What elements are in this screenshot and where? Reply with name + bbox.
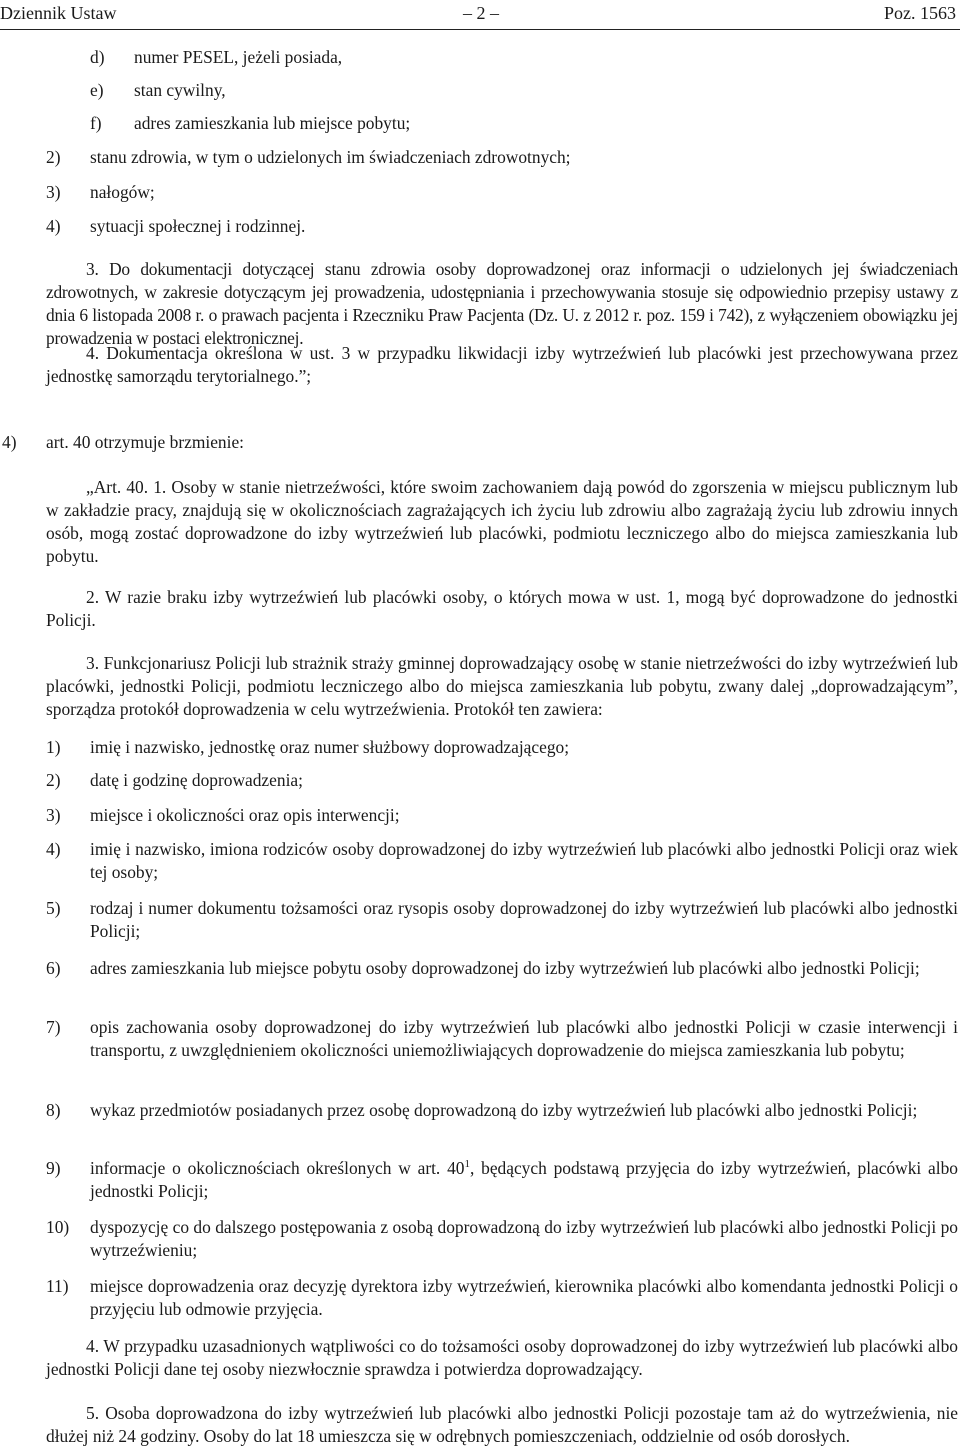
article-40-paragraph-1: „Art. 40. 1. Osoby w stanie nietrzeźwości, które swoim zachowaniem dają powód do zgorszenia w miejscu publicznym lub w zakładzie pracy, znajdują się w okolicznościach zagrażających ich życiu lub zdrowiu albo zagrażają życiu lub zdrowiu innych osób, mogą zostać doprowadzone do izby wytrzeźwień lub placówki, podmiotu leczniczego albo do miejsca zamieszkania lub pobytu. [46, 477, 958, 566]
item-label: 6) [46, 958, 61, 978]
item-label: 4) [46, 839, 61, 859]
item-text: datę i godzinę doprowadzenia; [90, 770, 303, 790]
item-text: wykaz przedmiotów posiadanych przez osobę doprowadzoną do izby wytrzeźwień lub placówki albo jednostki Policji; [90, 1100, 918, 1120]
item-label: e) [90, 80, 104, 100]
item-text-part: informacje o okolicznościach określonych w art. 40 [90, 1158, 465, 1178]
item-text: art. 40 otrzymuje brzmienie: [46, 432, 244, 452]
article-40-paragraph-3: 3. Funkcjonariusz Policji lub strażnik straży gminnej doprowadzający osobę w stanie nietrzeźwości do izby wytrzeźwień lub placówki, jednostki Policji, podmiotu leczniczego albo do miejsca zamieszkania lub pobytu, zwany dalej „doprowadzającym”, sporządza protokół doprowadzenia w celu wytrzeźwienia. Protokół ten zawiera: [46, 653, 958, 719]
item-label: 11) [46, 1276, 69, 1296]
item-label: d) [90, 47, 105, 67]
item-text: opis zachowania osoby doprowadzonej do izby wytrzeźwień lub placówki albo jednostki Policji w czasie interwencji i transportu, z uwzględnieniem okoliczności uniemożliwiających doprowadzenie do miejsca zamieszkania lub pobytu; [90, 1017, 958, 1060]
journal-title: Dziennik Ustaw [0, 3, 117, 23]
item-text: miejsce doprowadzenia oraz decyzję dyrektora izby wytrzeźwień, kierownika placówki albo komendanta jednostki Policji o przyjęciu lub odmowie przyjęcia. [90, 1276, 958, 1319]
item-text: sytuacji społecznej i rodzinnej. [90, 216, 306, 236]
item-label: 7) [46, 1017, 61, 1037]
item-text [90, 1157, 958, 1203]
item-label: f) [90, 113, 102, 133]
item-text: stan cywilny, [134, 80, 226, 100]
superscript: 1 [464, 1158, 470, 1171]
item-label: 5) [46, 898, 61, 918]
paragraph-4: 4. Dokumentacja określona w ust. 3 w przypadku likwidacji izby wytrzeźwień lub placówki jest przechowywana przez jednostkę samorządu terytorialnego.”; [46, 343, 958, 386]
page-header [0, 0, 960, 30]
item-label: 2) [46, 770, 61, 790]
item-text: adres zamieszkania lub miejsce pobytu osoby doprowadzonej do izby wytrzeźwień lub placówki albo jednostki Policji; [90, 958, 920, 978]
article-40-paragraph-5: 5. Osoba doprowadzona do izby wytrzeźwień lub placówki albo jednostki Policji pozostaje tam aż do wytrzeźwienia, nie dłużej niż 24 godziny. Osoby do lat 18 umieszcza się w odrębnych pomieszczeniach, oddzielnie od osób dorosłych. [46, 1403, 958, 1446]
header-divider [0, 29, 960, 30]
item-text: nałogów; [90, 182, 155, 202]
item-label: 3) [46, 182, 61, 202]
item-label: 10) [46, 1217, 70, 1237]
item-label: 1) [46, 737, 61, 757]
item-text: stanu zdrowia, w tym o udzielonych im świadczeniach zdrowotnych; [90, 147, 571, 167]
item-label: 9) [46, 1158, 61, 1178]
item-text: imię i nazwisko, jednostkę oraz numer służbowy doprowadzającego; [90, 737, 570, 757]
position-number: Poz. 1563 [884, 3, 956, 23]
item-label: 4) [2, 432, 17, 452]
item-text: numer PESEL, jeżeli posiada, [134, 47, 343, 67]
item-text-part: , będących podstawą przyjęcia do izby wytrzeźwień, placówki albo jednostki Policji; [90, 1158, 958, 1201]
item-label: 3) [46, 805, 61, 825]
item-text: dyspozycję co do dalszego postępowania z osobą doprowadzoną do izby wytrzeźwień lub placówki albo jednostki Policji po wytrzeźwieniu; [90, 1217, 958, 1260]
article-40-paragraph-4: 4. W przypadku uzasadnionych wątpliwości co do tożsamości osoby doprowadzonej do izby wytrzeźwień lub placówki albo jednostki Policji dane tej osoby niezwłocznie sprawdza i potwierdza doprowadzający. [46, 1336, 958, 1379]
item-label: 8) [46, 1100, 61, 1120]
page-number: – 2 – [463, 3, 499, 23]
item-text: rodzaj i numer dokumentu tożsamości oraz rysopis osoby doprowadzonej do izby wytrzeźwień lub placówki albo jednostki Policji; [90, 898, 958, 941]
article-40-paragraph-2: 2. W razie braku izby wytrzeźwień lub placówki osoby, o których mowa w ust. 1, mogą być doprowadzone do jednostki Policji. [46, 587, 958, 630]
item-text: adres zamieszkania lub miejsce pobytu; [134, 113, 411, 133]
paragraph-3: 3. Do dokumentacji dotyczącej stanu zdrowia osoby doprowadzonej oraz informacji o udzielonych jej świadczeniach zdrowotnych, w zakresie dotyczącym jej prowadzenia, udostępniania i przechowywania stosuje się odpowiednio przepisy ustawy z dnia 6 listopada 2008 r. o prawach pacjenta i Rzeczniku Praw Pacjenta (Dz. U. z 2012 r. poz. 159 i 742), z wyłączeniem obowiązku jej prowadzenia w postaci elektronicznej. [46, 259, 958, 348]
item-text: miejsce i okoliczności oraz opis interwencji; [90, 805, 400, 825]
item-label: 4) [46, 216, 61, 236]
item-text: imię i nazwisko, imiona rodziców osoby doprowadzonej do izby wytrzeźwień lub placówki albo jednostki Policji oraz wiek tej osoby; [90, 839, 958, 882]
item-label: 2) [46, 147, 61, 167]
